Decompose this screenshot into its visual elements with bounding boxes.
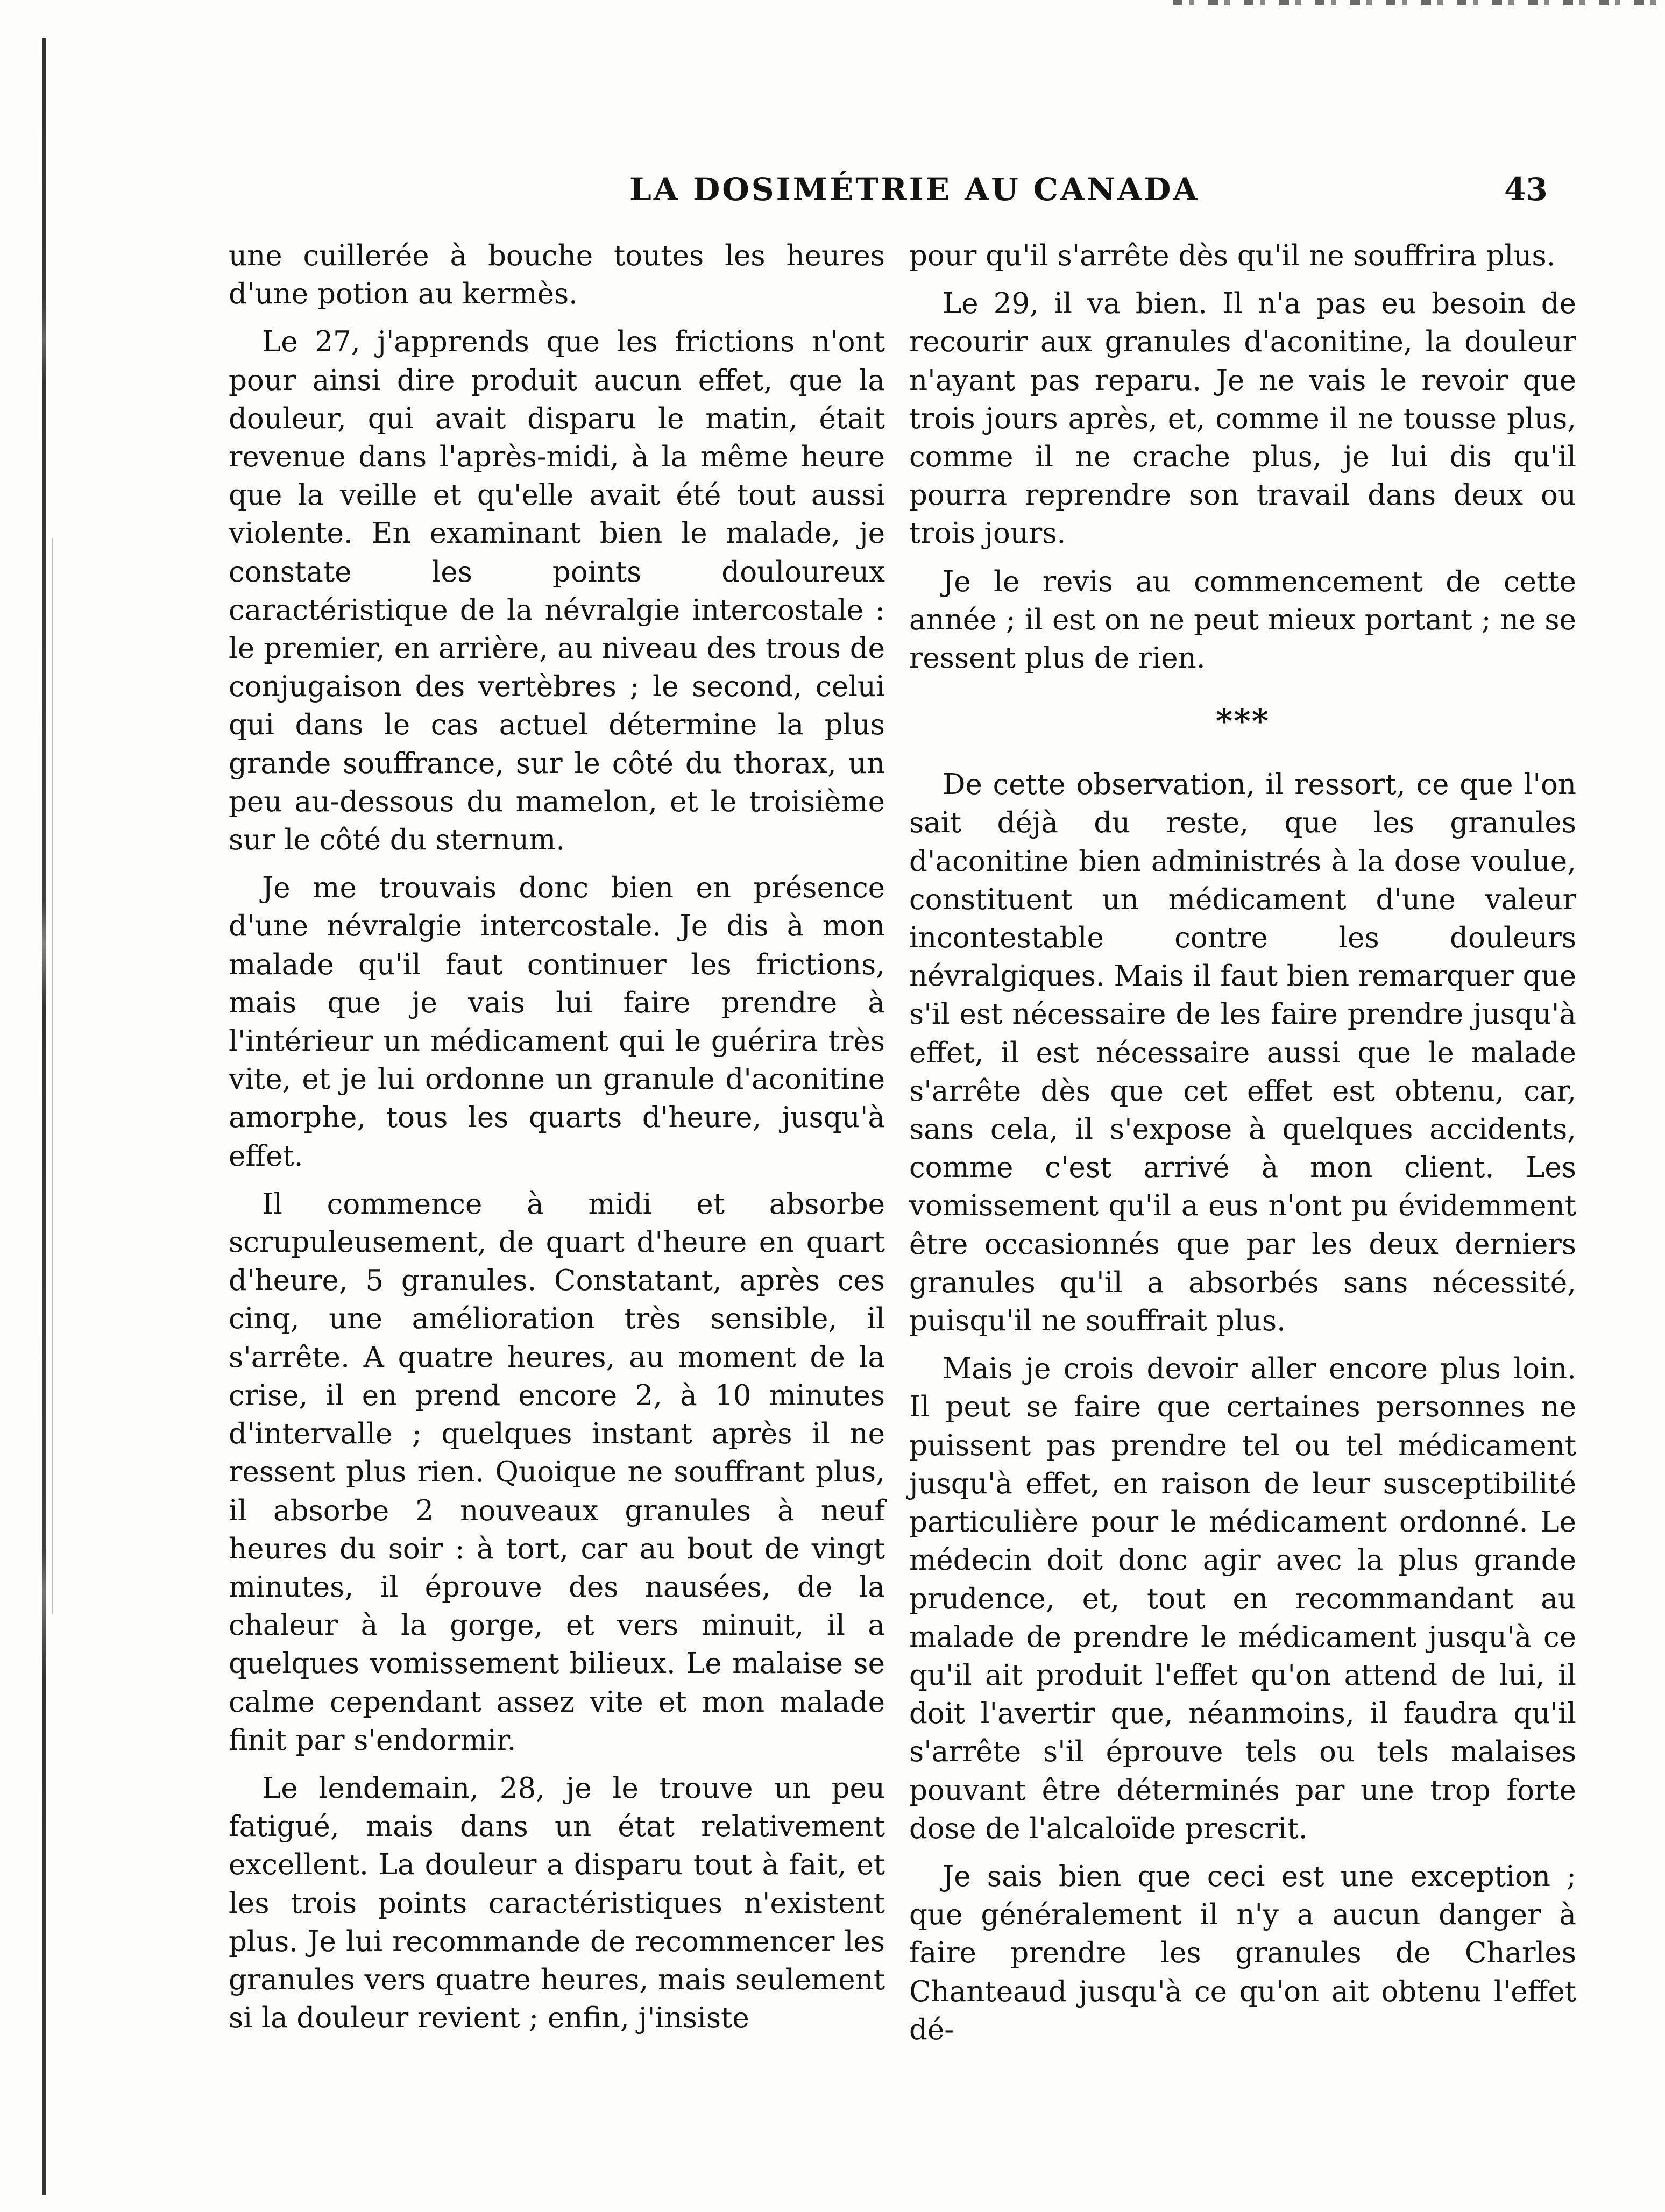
right-column: [909, 237, 1576, 2059]
page-number: 43: [1504, 171, 1548, 208]
paragraph: Mais je crois devoir aller encore plus loin. Il peut se faire que certaines personnes ne puissent pas prendre tel ou tel médicament jusqu'à effet, en raison de leur susceptibilité particulière pour le médicament ordonné. Le médecin doit donc agir avec la plus grande prudence, et, tout en recommandant au malade de prendre le médicament jusqu'à ce qu'il ait produit l'effet qu'on attend de lui, il doit l'avertir que, néanmoins, il faudra qu'il s'arrête s'il éprouve tels ou tels malaises pouvant être déterminés par une trop forte dose de l'alcaloïde prescrit.: [909, 1352, 1576, 1845]
paragraph: De cette observation, il ressort, ce que l'on sait déjà du reste, que les granules d'aconitine bien administrés à la dose voulue, constituent un médicament d'une valeur incontestable contre les douleurs névralgiques. Mais il faut bien remarquer que s'il est nécessaire de les faire prendre jusqu'à effet, il est nécessaire aussi que le malade s'arrête dès que cet effet est obtenu, car, sans cela, il s'expose à quelques accidents, comme c'est arrivé à mon client. Les vomissement qu'il a eus n'ont pu évidemment être occasionnés que par les deux derniers granules qu'il a absorbés sans nécessité, puisqu'il ne souffrait plus.: [909, 768, 1576, 1338]
asterism-glyphs: ***: [1215, 703, 1270, 741]
running-title: LA DOSIMÉTRIE AU CANADA: [629, 171, 1200, 208]
paragraph: Je sais bien que ceci est une exception ; que généralement il n'y a aucun danger à faire prendre les granules de Charles Chanteaud jusqu'à ce qu'on ait obtenu l'effet dé-: [909, 1860, 1576, 2046]
binding-edge-shadow: [42, 38, 46, 2195]
left-column: [229, 237, 885, 2047]
paragraph: Le lendemain, 28, je le trouve un peu fatigué, mais dans un état relativement excellent. La douleur a disparu tout à fait, et les trois points caractéristiques n'existent plus. Je lui recommande de recommencer les granules vers quatre heures, mais seulement si la douleur revient ; enfin, j'insiste: [229, 1771, 885, 2035]
scan-noise: [1173, 0, 1665, 5]
paragraph: Le 29, il va bien. Il n'a pas eu besoin de recourir aux granules d'aconitine, la douleur n'ayant pas reparu. Je ne vais le revoir que trois jours après, et, comme il ne tousse plus, comme il ne crache plus, je lui dis qu'il pourra reprendre son travail dans deux ou trois jours.: [909, 287, 1576, 550]
paragraph: Je me trouvais donc bien en présence d'une névralgie intercostale. Je dis à mon malade qu'il faut continuer les frictions, mais que je vais lui faire prendre à l'intérieur un médicament qui le guérira très vite, et je lui ordonne un granule d'aconitine amorphe, tous les quarts d'heure, jusqu'à effet.: [229, 871, 885, 1173]
paragraph: une cuillerée à bouche toutes les heures d'une potion au kermès.: [229, 239, 885, 311]
paragraph: pour qu'il s'arrête dès qu'il ne souffrira plus.: [909, 239, 1556, 272]
binding-edge-line: [52, 538, 53, 1614]
section-asterism: [909, 703, 1576, 741]
paragraph: Le 27, j'apprends que les frictions n'ont pour ainsi dire produit aucun effet, que la douleur, qui avait disparu le matin, était revenue dans l'après-midi, à la même heure que la veille et qu'elle avait été tout aussi violente. En examinant bien le malade, je constate les points douloureux caractéristique de la névralgie intercostale : le premier, en arrière, au niveau des trous de conjugaison des vertèbres ; le second, celui qui dans le cas actuel détermine la plus grande souffrance, sur le côté du thorax, un peu au-dessous du mamelon, et le troisième sur le côté du sternum.: [229, 325, 885, 857]
paragraph: Il commence à midi et absorbe scrupuleusement, de quart d'heure en quart d'heure, 5 granules. Constatant, après ces cinq, une amélioration très sensible, il s'arrête. A quatre heures, au moment de la crise, il en prend encore 2, à 10 minutes d'intervalle ; quelques instant après il ne ressent plus rien. Quoique ne souffrant plus, il absorbe 2 nouveaux granules à neuf heures du soir : à tort, car au bout de vingt minutes, il éprouve des nausées, de la chaleur à la gorge, et vers minuit, il a quelques vomissement bilieux. Le malaise se calme cependant assez vite et mon malade finit par s'endormir.: [229, 1187, 885, 1757]
paragraph: Je le revis au commencement de cette année ; il est on ne peut mieux portant ; ne se ressent plus de rien.: [909, 565, 1576, 675]
